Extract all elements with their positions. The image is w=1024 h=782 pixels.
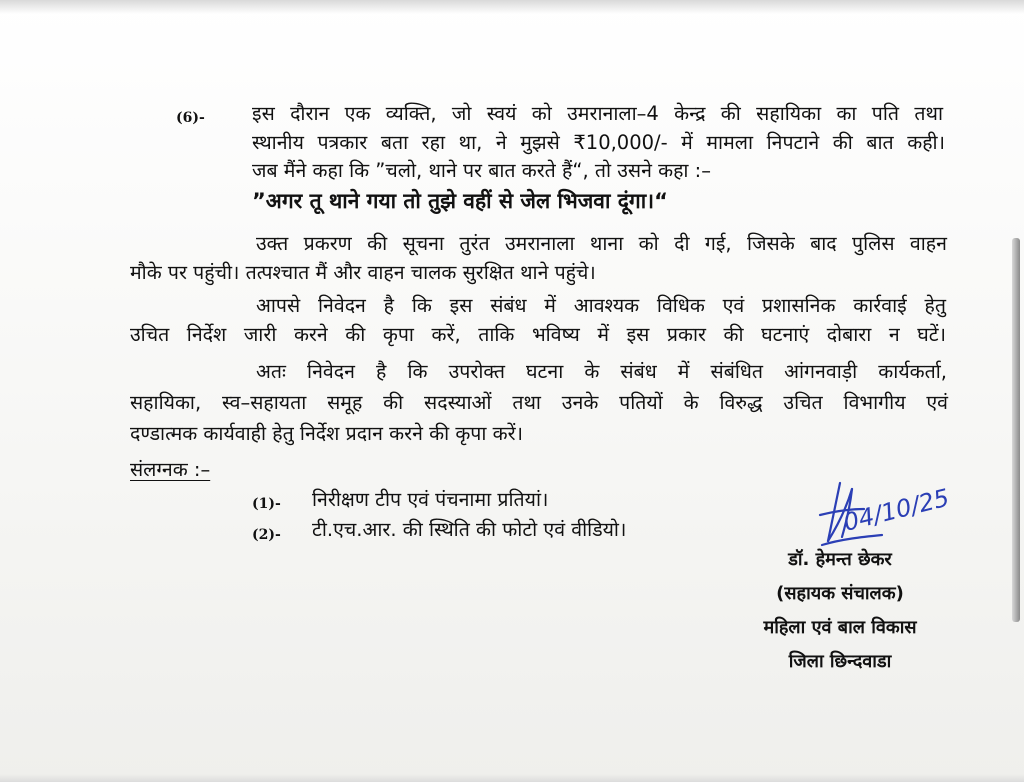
paragraph-1-line-2: मौके पर पहुंची। तत्पश्चात मैं और वाहन चालक सुरक्षित थाने पहुंचे। — [130, 261, 596, 284]
paragraph-1-line-1: उक्त प्रकरण की सूचना तुरंत उमरानाला थाना को दी गई, जिसके बाद पुलिस वाहन — [256, 232, 947, 255]
attachment-item: निरीक्षण टीप एवं पंचनामा प्रतियां। — [312, 488, 549, 511]
signatory-block — [745, 543, 935, 679]
scan-bottom-shadow — [0, 774, 1024, 782]
point6-line-2: स्थानीय पत्रकार बता रहा था, ने मुझसे ₹10,000/- में मामला निपटाने की बात कही। — [252, 131, 945, 154]
point6-line-3: जब मैंने कहा कि ”चलो, थाने पर बात करते हैं“, तो उसने कहा :– — [252, 159, 711, 182]
scan-edge-mark — [1012, 238, 1020, 622]
signatory-designation: (सहायक संचालक) — [776, 583, 904, 604]
attachments-heading: संलग्नक :– — [130, 458, 211, 481]
paragraph-2-line-1: आपसे निवेदन है कि इस संबंध में आवश्यक विधिक एवं प्रशासनिक कार्रवाई हेतु — [256, 294, 946, 317]
threat-quote: ”अगर तू थाने गया तो तुझे वहीं से जेल भिजवा दूंगा।“ — [252, 189, 668, 213]
attachment-item: टी.एच.आर. की स्थिति की फोटो एवं वीडियो। — [312, 518, 627, 541]
signatory-district: जिला छिन्दवाडा — [788, 651, 892, 672]
attachment-number: (2)- — [252, 527, 281, 543]
signatory-name: डॉ. हेमन्त छेकर — [788, 549, 892, 570]
paragraph-2-line-2: उचित निर्देश जारी करने की कृपा करें, ताकि भविष्य में इस प्रकार की घटनाएं दोबारा न घटें। — [130, 323, 946, 346]
paragraph-3-line-1: अतः निवेदन है कि उपरोक्त घटना के संबंध में संबंधित आंगनवाड़ी कार्यकर्ता, — [256, 360, 947, 383]
signature-date: 04/10/25 — [840, 483, 952, 537]
point6-line-1: इस दौरान एक व्यक्ति, जो स्वयं को उमरानाला–4 केन्द्र की सहायिका का पति तथा — [252, 102, 943, 125]
scan-top-shadow — [0, 0, 1024, 14]
signatory-department: महिला एवं बाल विकास — [763, 617, 917, 638]
paragraph-3-line-3: दण्डात्मक कार्यवाही हेतु निर्देश प्रदान करने की कृपा करें। — [130, 422, 523, 445]
point-number: (6)- — [176, 110, 205, 126]
attachment-number: (1)- — [252, 496, 281, 512]
paragraph-3-line-2: सहायिका, स्व–सहायता समूह की सदस्याओं तथा उनके पतियों के विरुद्ध उचित विभागीय एवं — [130, 391, 948, 414]
